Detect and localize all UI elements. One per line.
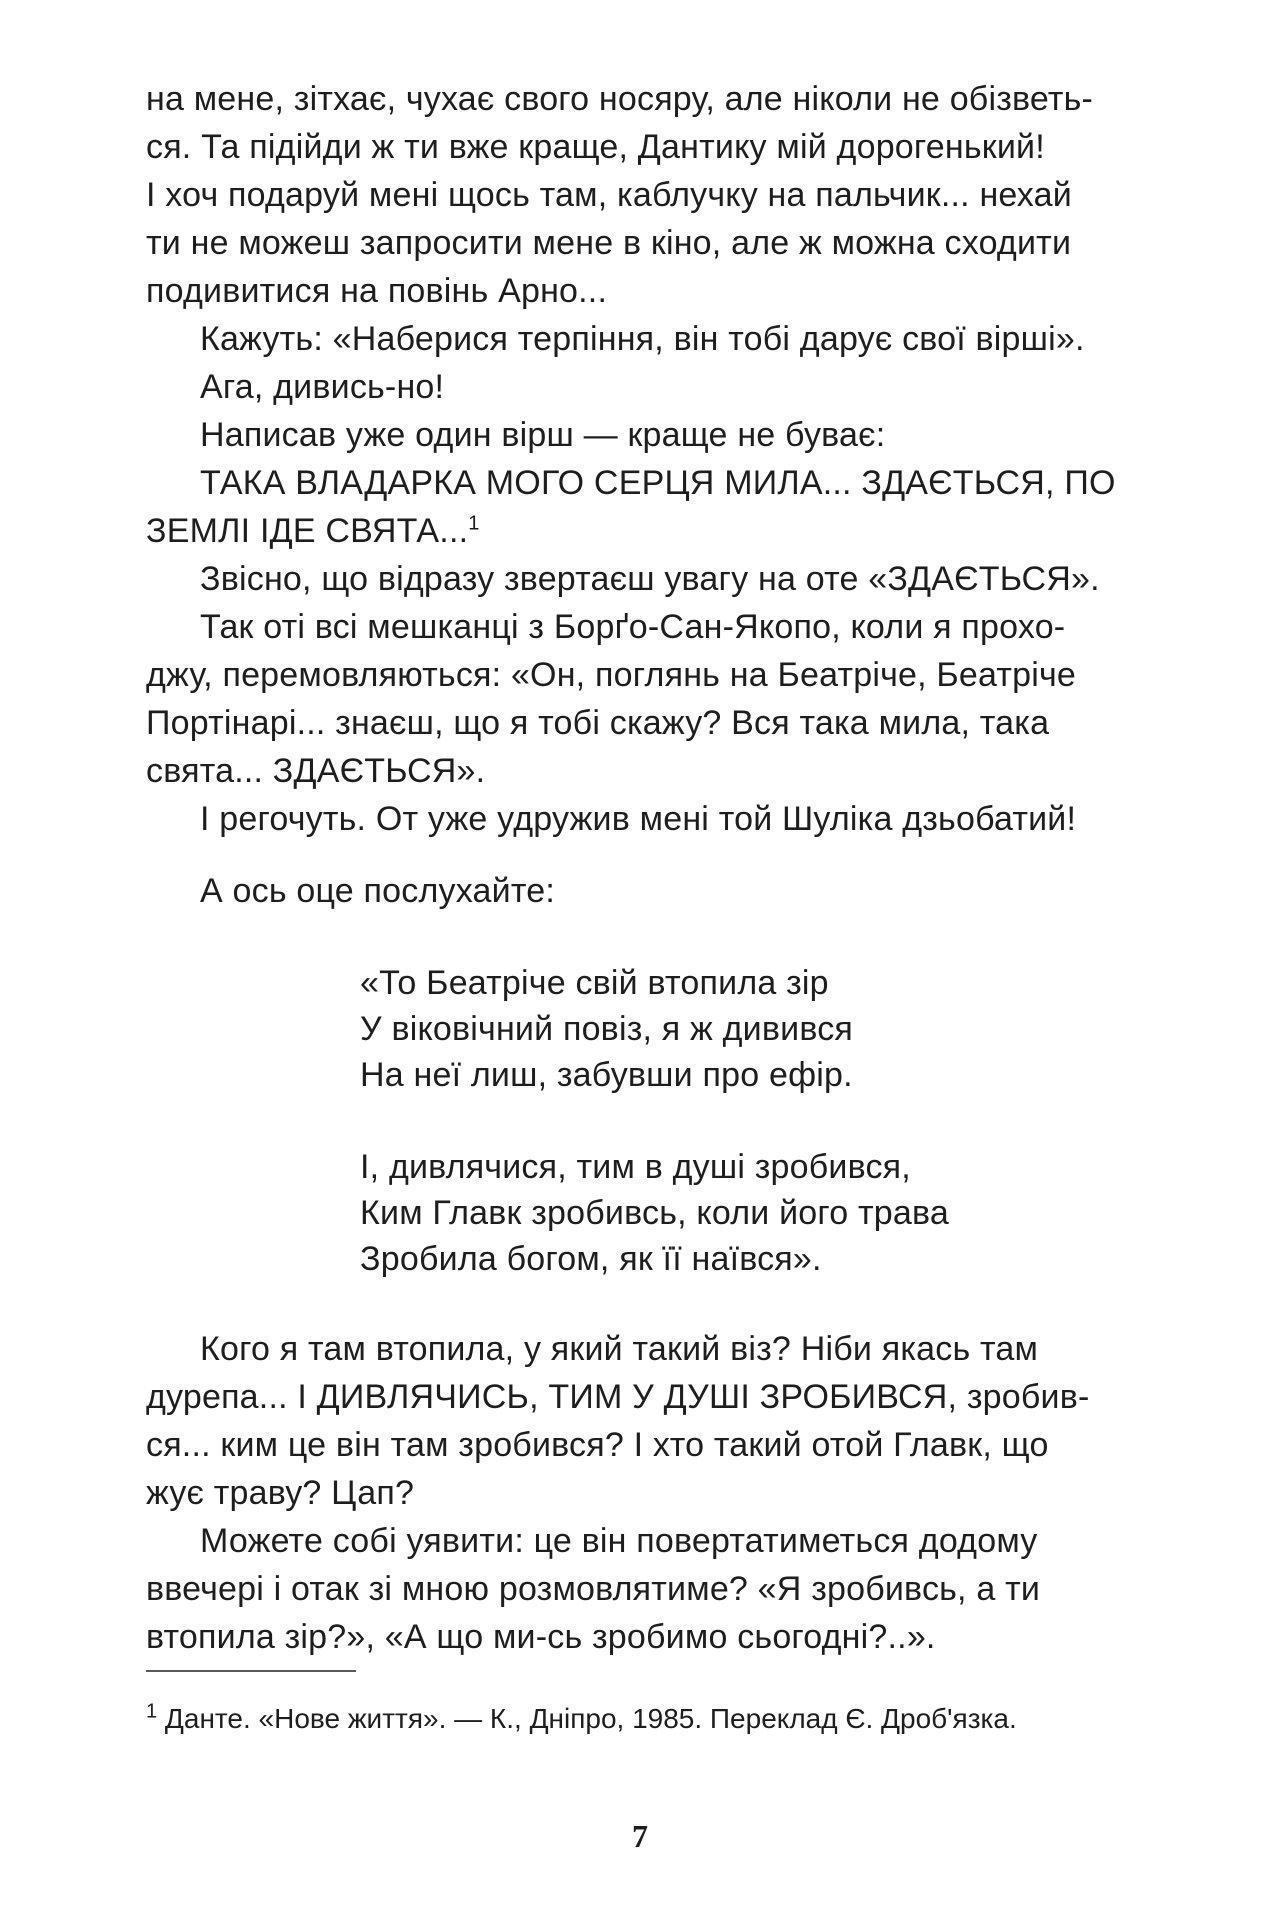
text-line: подивитися на повінь Арно...	[146, 272, 608, 310]
footnote-divider	[146, 1670, 356, 1672]
text-line: Портінарі... знаєш, що я тобі скажу? Вся така мила, така	[146, 704, 1050, 742]
text-line: І регочуть. От уже удружив мені той Шуліка дзьобатий!	[200, 800, 1077, 838]
text-line: жує траву? Цап?	[146, 1474, 415, 1512]
text-line: І хоч подаруй мені щось там, каблучку на пальчик... нехай	[146, 176, 1072, 214]
text-line: Ага, дивись-но!	[200, 368, 445, 406]
text-line: ввечері і отак зі мною розмовлятиме? «Я зробивсь, а ти	[146, 1570, 1041, 1608]
poem-line: На неї лиш, забувши про ефір.	[360, 1056, 853, 1094]
text-line-with-footnote	[146, 508, 480, 554]
text-line: Так оті всі мешканці з Борґо-Сан-Якопо, коли я прохо-	[200, 608, 1066, 646]
text-line: Кого я там втопила, у який такий віз? Ніби якась там	[200, 1330, 1039, 1368]
poem-line: Зробила богом, як її наївся».	[360, 1240, 822, 1278]
text-line: А ось оце послухайте:	[200, 872, 555, 910]
footnote-text: Данте. «Нове життя». — К., Дніпро, 1985. Переклад Є. Дроб'язка.	[164, 1703, 1017, 1734]
poem-line: І, дивлячися, тим в душі зробився,	[360, 1148, 911, 1186]
text-line: ти не можеш запросити мене в кіно, але ж можна сходити	[146, 224, 1072, 262]
page-number: 7	[632, 1818, 648, 1854]
footnote-marker: 1	[468, 512, 480, 535]
text-line: Можете собі уявити: це він повертатиметься додому	[200, 1522, 1038, 1560]
footnote-number: 1	[146, 1700, 158, 1723]
text-line: Написав уже один вірш — краще не буває:	[200, 416, 886, 454]
poem-line: Ким Главк зробивсь, коли його трава	[360, 1194, 950, 1232]
text-line: свята... ЗДАЄТЬСЯ».	[146, 752, 486, 790]
poem-line: У віковічний повіз, я ж дивився	[360, 1010, 854, 1048]
text-line: джу, перемовляються: «Он, поглянь на Беатріче, Беатріче	[146, 656, 1077, 694]
text-line: втопила зір?», «А що ми-сь зробимо сьогодні?..».	[146, 1618, 936, 1656]
text-line: дурепа... І ДИВЛЯЧИСЬ, ТИМ У ДУШІ ЗРОБИВСЯ, зробив-	[146, 1378, 1090, 1416]
text-line: ся... ким це він там зробився? І хто такий отой Главк, що	[146, 1426, 1049, 1464]
text-line: Звісно, що відразу звертаєш увагу на оте «ЗДАЄТЬСЯ».	[200, 560, 1100, 598]
footnote	[146, 1700, 1017, 1738]
text-line: ТАКА ВЛАДАРКА МОГО СЕРЦЯ МИЛА... ЗДАЄТЬСЯ, ПО	[200, 464, 1116, 502]
text-line: на мене, зітхає, чухає свого носяру, але ніколи не обізветь-	[146, 80, 1094, 118]
text-line: ся. Та підійди ж ти вже краще, Дантику мій дорогенький!	[146, 128, 1045, 166]
text-line: Кажуть: «Наберися терпіння, він тобі дарує свої вірші».	[200, 320, 1085, 358]
text-line: ЗЕМЛІ ІДЕ СВЯТА...	[146, 512, 469, 550]
poem-line: «То Беатріче свій втопила зір	[360, 964, 829, 1002]
